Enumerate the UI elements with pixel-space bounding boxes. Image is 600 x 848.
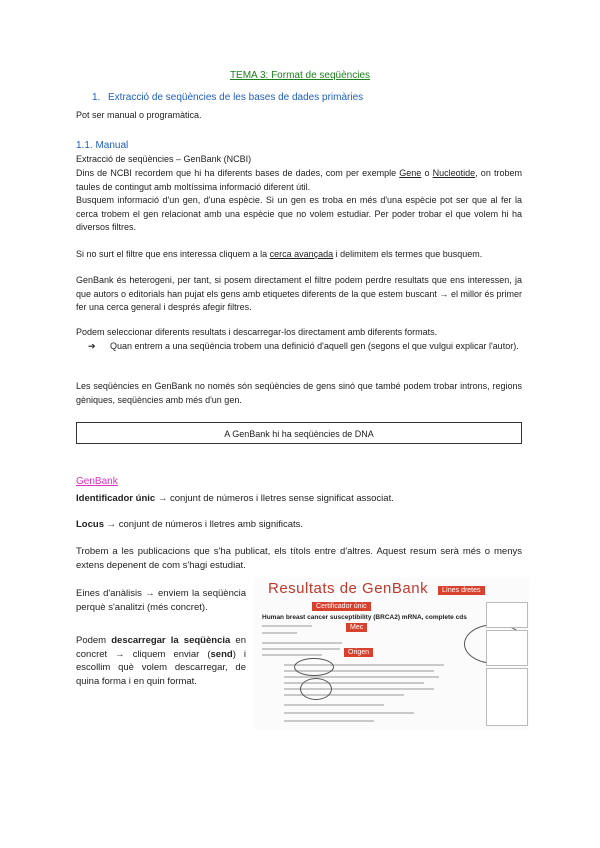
genbank-heading: GenBank <box>76 476 118 487</box>
advanced-search-link[interactable]: cerca avançada <box>269 249 334 259</box>
figure-text-line <box>262 632 297 634</box>
tag-origen: Origen <box>344 648 373 657</box>
identifier-definition <box>76 492 522 506</box>
gene-link[interactable]: Gene <box>399 168 422 178</box>
paragraph-search: Busquem informació d'un gen, d'una espècie. Si un gen es troba en més d'una espècie pot ser que al fer la cerca trobem el gen relacionat amb una espècie que no volem estudiar. Per poder trobar el que volem hi ha diversos filtres. <box>76 195 522 233</box>
sidebar-panel <box>486 668 528 726</box>
figure-text-line <box>262 625 312 627</box>
identifier-term: Identificador únic <box>76 493 156 504</box>
figure-text-line <box>262 654 322 656</box>
section-number: 1. <box>92 92 101 103</box>
locus-def: → conjunt de números i lletres amb significats. <box>103 519 304 530</box>
dl-text-a: Podem <box>76 635 112 646</box>
highlight-ellipse <box>294 658 334 676</box>
bullet-text: Quan entrem a una seqüència trobem una definició d'aquell gen (segons el que vulgui explicar l'autor). <box>110 341 519 351</box>
locus-term: Locus <box>76 519 104 530</box>
section-label: Extracció de seqüències de les bases de dades primàries <box>108 92 364 103</box>
analysis-tools-text: Eines d'anàlisis → enviem la seqüència perquè s'analitzi (més concret). <box>76 588 246 613</box>
p1-text-b: , on trobem taules de contingut amb moltíssima informació diferent útil. <box>76 168 522 192</box>
p3-text-a: Si no surt el filtre que ens interessa cliquem a la <box>76 249 270 259</box>
paragraph-select-results: Podem seleccionar diferents resultats i descarregar-los directament amb diferents formats. <box>76 327 438 337</box>
tag-certifier: Certificador únic <box>312 602 371 611</box>
p1-text-o: o <box>421 168 433 178</box>
intro-text: Pot ser manual o programàtica. <box>76 110 202 120</box>
nucleotide-link[interactable]: Nucleotide <box>432 168 476 178</box>
paragraph-databases <box>76 167 522 194</box>
paragraph-sequences: Les seqüències en GenBank no només són seqüències de gens sinó que també podem trobar introns, regions gèniques, seqüències amb més d'un gen. <box>76 381 522 405</box>
send-term: send <box>210 648 233 660</box>
dl-text-b: descarregar la seqüència <box>111 635 231 646</box>
figure-text-line <box>284 720 374 722</box>
identifier-def: → conjunt de números i lletres sense significat associat. <box>155 493 394 504</box>
figure-text-line <box>284 704 384 706</box>
p1-text-a: Dins de NCBI recordem que hi ha diferents bases de dades, com per exemple <box>76 168 400 178</box>
tag-lines: Línes dretes <box>438 586 485 595</box>
locus-definition <box>76 518 522 532</box>
figure-text-line <box>262 642 342 644</box>
manual-subheading: Extracció de seqüències – GenBank (NCBI) <box>76 154 252 164</box>
figure-text-line <box>284 676 439 678</box>
tag-mec: Mec <box>346 623 367 632</box>
figure-text-line <box>262 648 340 650</box>
dl-text-e: ) i escollim què volem descarregar, de quina forma i en quin format. <box>76 648 246 687</box>
genbank-results-figure <box>254 578 529 730</box>
manual-heading: 1.1. Manual <box>76 140 129 151</box>
figure-title: Resultats de GenBank <box>268 580 429 597</box>
download-text <box>76 634 246 688</box>
figure-text-line <box>284 712 414 714</box>
section-heading <box>92 92 363 103</box>
dna-callout-box: A GenBank hi ha seqüències de DNA <box>76 422 522 444</box>
paragraph-heterogeneous: GenBank és heterogeni, per tant, si posem directament el filtre podem perdre resultats que ens interessen, ja que autors o editorials han pujat els gens amb etiquetes diferents de la que estem buscant → el millor és primer fer una cerca general i després afegir filtres. <box>76 275 522 313</box>
arrow-bullet-icon: ➔ <box>88 341 96 351</box>
bullet-item <box>80 340 522 354</box>
page-title: TEMA 3: Format de seqüències <box>229 70 371 81</box>
sidebar-panel <box>486 630 528 666</box>
sidebar-panel <box>486 602 528 628</box>
publications-text: Trobem a les publicacions que s'ha publicat, els títols entre d'altres. Aquest resum serà més o menys extens depenent de com s'hagi estudiat. <box>76 546 522 571</box>
p3-text-b: i delimitem els termes que busquem. <box>333 249 483 259</box>
paragraph-advanced-search <box>76 248 522 262</box>
record-title: Human breast cancer susceptibility (BRCA2) mRNA, complete cds <box>262 614 467 621</box>
dl-text-c: en concret → cliquem enviar ( <box>76 635 246 660</box>
highlight-ellipse <box>300 678 332 700</box>
